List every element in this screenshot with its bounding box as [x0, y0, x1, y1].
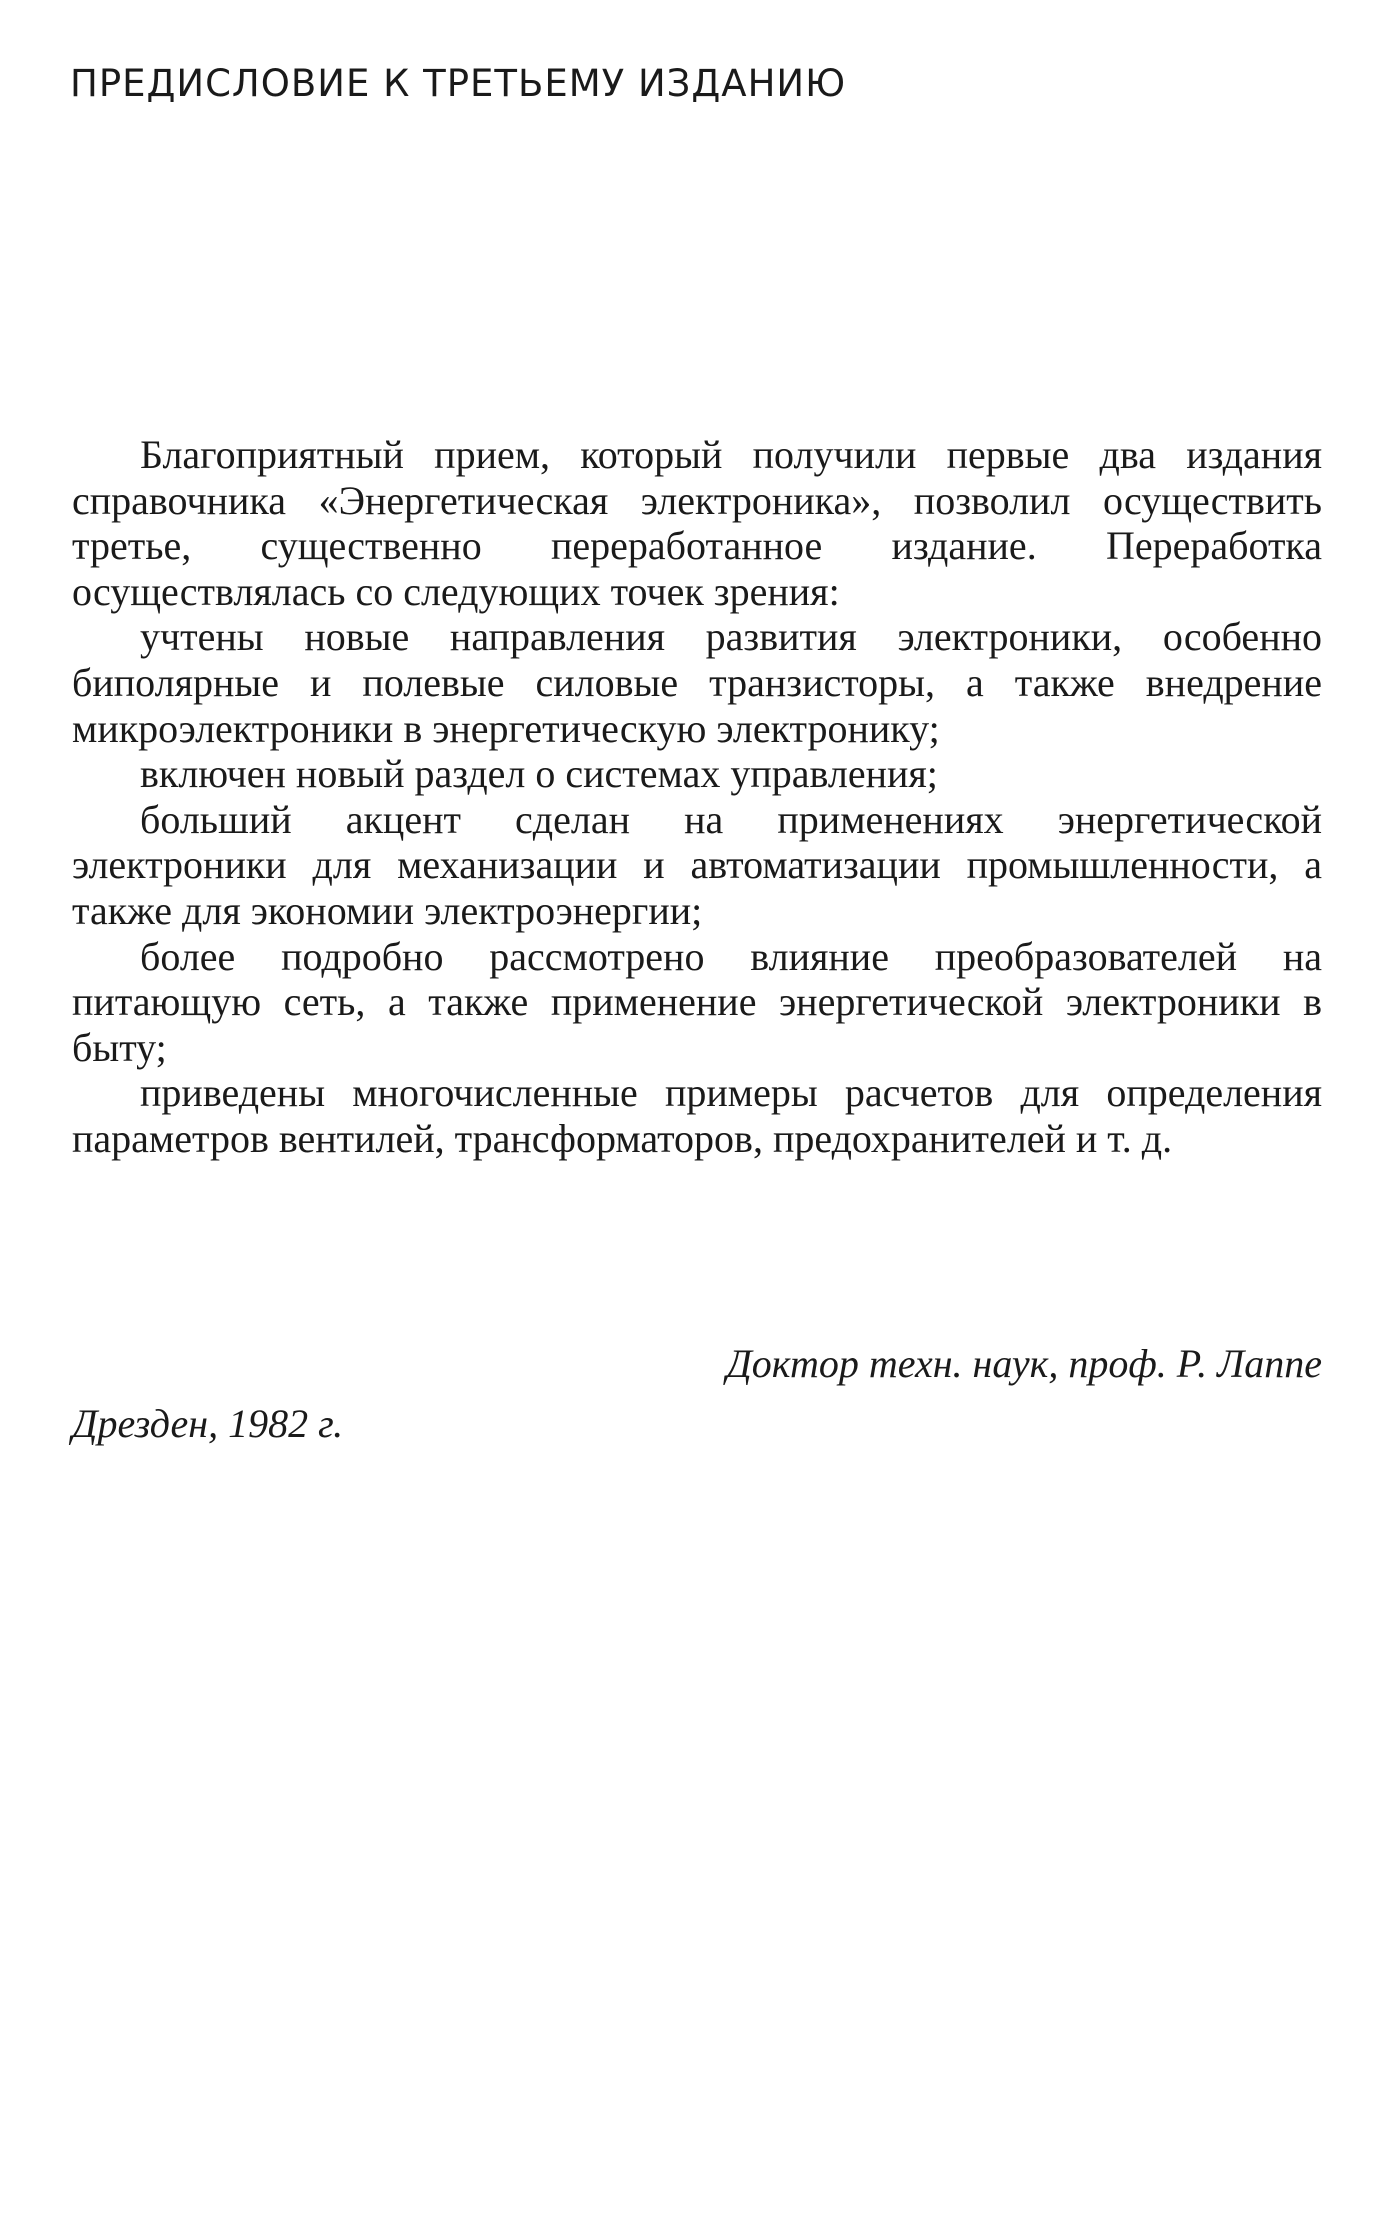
- author-signature: Доктор техн. наук, проф. Р. Лаппе: [726, 1341, 1322, 1386]
- paragraph-item-examples: приведены многочисленные примеры расчетов для определения параметров вентилей, трансформаторов, предохранителей и т. д.: [72, 1070, 1322, 1161]
- paragraph-intro: Благоприятный прием, который получили первые два издания справочника «Энергетическая электроника», позволил осуществить третье, существенно переработанное издание. Переработка осуществлялась со следующих точек зрения:: [72, 432, 1322, 614]
- paragraph-item-grid-influence: более подробно рассмотрено влияние преобразователей на питающую сеть, а также применение энергетической электроники в быту;: [72, 933, 1322, 1070]
- paragraph-item-applications: больший акцент сделан на применениях энергетической электроники для механизации и автоматизации промышленности, а также для экономии электроэнергии;: [72, 796, 1322, 933]
- preface-body: [72, 432, 1322, 1162]
- page-title: ПРЕДИСЛОВИЕ К ТРЕТЬЕМУ ИЗДАНИЮ: [70, 62, 847, 105]
- place-date: Дрезден, 1982 г.: [72, 1401, 344, 1446]
- paragraph-item-control-systems: включен новый раздел о системах управления;: [140, 751, 938, 797]
- paragraph-item-new-directions: учтены новые направления развития электроники, особенно биполярные и полевые силовые транзисторы, а также внедрение микроэлектроники в энергетическую электронику;: [72, 614, 1322, 751]
